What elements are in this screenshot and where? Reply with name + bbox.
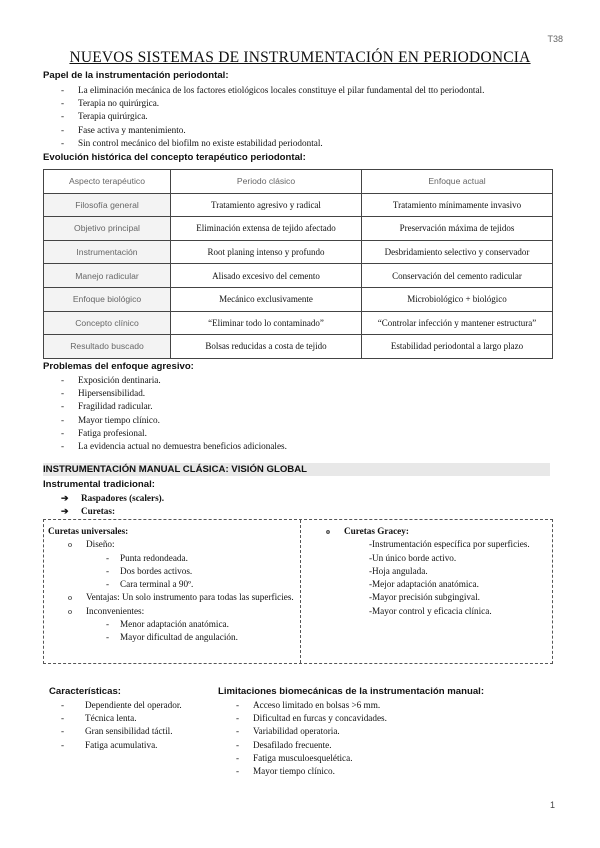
table-cell: Desbridamiento selectivo y conservador <box>362 240 553 264</box>
page-number: 1 <box>549 800 555 810</box>
instrumental-heading: Instrumental tradicional: <box>43 479 155 490</box>
gracey-column <box>306 525 550 618</box>
gracey-title: o Curetas Gracey: <box>306 525 550 538</box>
caracteristicas-heading: Características: <box>49 686 121 697</box>
problemas-heading: Problemas del enfoque agresivo: <box>43 361 194 372</box>
list-item: - Sin control mecánico del biofilm no existe estabilidad periodontal. <box>43 137 563 150</box>
list-item: - Fragilidad radicular. <box>43 400 563 413</box>
list-item: - Terapia no quirúrgica. <box>43 97 563 110</box>
table-row <box>44 311 553 335</box>
instrumental-list <box>43 492 443 518</box>
table-cell: Conservación del cemento radicular <box>362 264 553 288</box>
table-cell: “Controlar infección y mantener estructura” <box>362 311 553 335</box>
table-cell: Bolsas reducidas a costa de tejido <box>171 335 362 359</box>
table-row <box>44 335 553 359</box>
papel-list <box>43 84 563 150</box>
table-cell: Concepto clínico <box>44 311 171 335</box>
inconvenientes-label: o Inconvenientes: <box>48 605 294 618</box>
table-cell: Instrumentación <box>44 240 171 264</box>
list-item: - Dificultad en furcas y concavidades. <box>218 712 548 725</box>
table-cell: Mecánico exclusivamente <box>171 287 362 311</box>
list-item: - Punta redondeada. <box>48 552 294 565</box>
table-row <box>44 217 553 241</box>
problemas-list <box>43 374 563 453</box>
ventajas-item: o Ventajas: Un solo instrumento para todas las superficies. <box>48 591 294 604</box>
table-header-cell: Aspecto terapéutico <box>44 170 171 194</box>
table-row <box>44 240 553 264</box>
table-cell: Tratamiento mínimamente invasivo <box>362 193 553 217</box>
page-title: NUEVOS SISTEMAS DE INSTRUMENTACIÓN EN PERIODONCIA <box>69 49 531 66</box>
table-cell: “Eliminar todo lo contaminado” <box>171 311 362 335</box>
table-header-cell: Periodo clásico <box>171 170 362 194</box>
list-item: - La evidencia actual no demuestra beneficios adicionales. <box>43 440 563 453</box>
table-cell: Eliminación extensa de tejido afectado <box>171 217 362 241</box>
list-item: - Fatiga profesional. <box>43 427 563 440</box>
list-item: - Hipersensibilidad. <box>43 387 563 400</box>
table-cell: Filosofía general <box>44 193 171 217</box>
list-item: - Dos bordes activos. <box>48 565 294 578</box>
table-cell: Preservación máxima de tejidos <box>362 217 553 241</box>
table-cell: Tratamiento agresivo y radical <box>171 193 362 217</box>
table-cell: Alisado excesivo del cemento <box>171 264 362 288</box>
evolucion-heading: Evolución histórica del concepto terapéutico periodontal: <box>43 152 306 163</box>
list-item: - Mejor adaptación anatómica. <box>306 578 550 591</box>
list-item: - Cara terminal a 90º. <box>48 578 294 591</box>
papel-heading: Papel de la instrumentación periodontal: <box>43 70 229 81</box>
section-title: INSTRUMENTACIÓN MANUAL CLÁSICA: VISIÓN GLOBAL <box>43 463 550 476</box>
table-cell: Microbiológico + biológico <box>362 287 553 311</box>
list-item: - Instrumentación específica por superficies. <box>306 538 550 551</box>
list-item: - Un único borde activo. <box>306 552 550 565</box>
list-item: - Gran sensibilidad táctil. <box>43 725 218 738</box>
list-item: - Acceso limitado en bolsas >6 mm. <box>218 699 548 712</box>
table-cell: Resultado buscado <box>44 335 171 359</box>
list-item: - Mayor dificultad de angulación. <box>48 631 294 644</box>
list-item: - Variabilidad operatoria. <box>218 725 548 738</box>
list-item: - Menor adaptación anatómica. <box>48 618 294 631</box>
list-item: - Mayor control y eficacia clínica. <box>306 605 550 618</box>
limitaciones-list <box>218 699 548 778</box>
table-cell: Enfoque biológico <box>44 287 171 311</box>
list-item: - Mayor tiempo clínico. <box>43 414 563 427</box>
table-row <box>44 264 553 288</box>
list-item: ➔ Raspadores (scalers). <box>43 492 443 505</box>
list-item: - Desafilado frecuente. <box>218 739 548 752</box>
list-item: - Hoja angulada. <box>306 565 550 578</box>
table-cell: Root planing intenso y profundo <box>171 240 362 264</box>
list-item: - Fase activa y mantenimiento. <box>43 124 563 137</box>
list-item: - La eliminación mecánica de los factores etiológicos locales constituye el pilar fundamental del tto periodontal. <box>43 84 563 97</box>
list-item: - Mayor tiempo clínico. <box>218 765 548 778</box>
universales-title: Curetas universales: <box>48 526 129 536</box>
table-row <box>44 287 553 311</box>
table-row <box>44 193 553 217</box>
diseno-label: o Diseño: <box>48 538 294 551</box>
table-header-cell: Enfoque actual <box>362 170 553 194</box>
list-item: - Técnica lenta. <box>43 712 218 725</box>
table-header-row <box>44 170 553 194</box>
list-item: - Fatiga acumulativa. <box>43 739 218 752</box>
list-item: - Terapia quirúrgica. <box>43 110 563 123</box>
list-item: - Mayor precisión subgingival. <box>306 591 550 604</box>
caracteristicas-list <box>43 699 218 752</box>
list-item: - Fatiga musculoesquelética. <box>218 752 548 765</box>
list-item: - Exposición dentinaria. <box>43 374 563 387</box>
curetas-box <box>43 519 553 664</box>
list-item: ➔ Curetas: <box>43 505 443 518</box>
page-code: T38 <box>547 34 563 44</box>
table-cell: Objetivo principal <box>44 217 171 241</box>
table-cell: Manejo radicular <box>44 264 171 288</box>
table-cell: Estabilidad periodontal a largo plazo <box>362 335 553 359</box>
evolucion-table <box>43 169 553 359</box>
limitaciones-heading: Limitaciones biomecánicas de la instrumentación manual: <box>218 686 485 697</box>
universales-column <box>48 525 294 645</box>
list-item: - Dependiente del operador. <box>43 699 218 712</box>
box-divider <box>300 520 301 663</box>
